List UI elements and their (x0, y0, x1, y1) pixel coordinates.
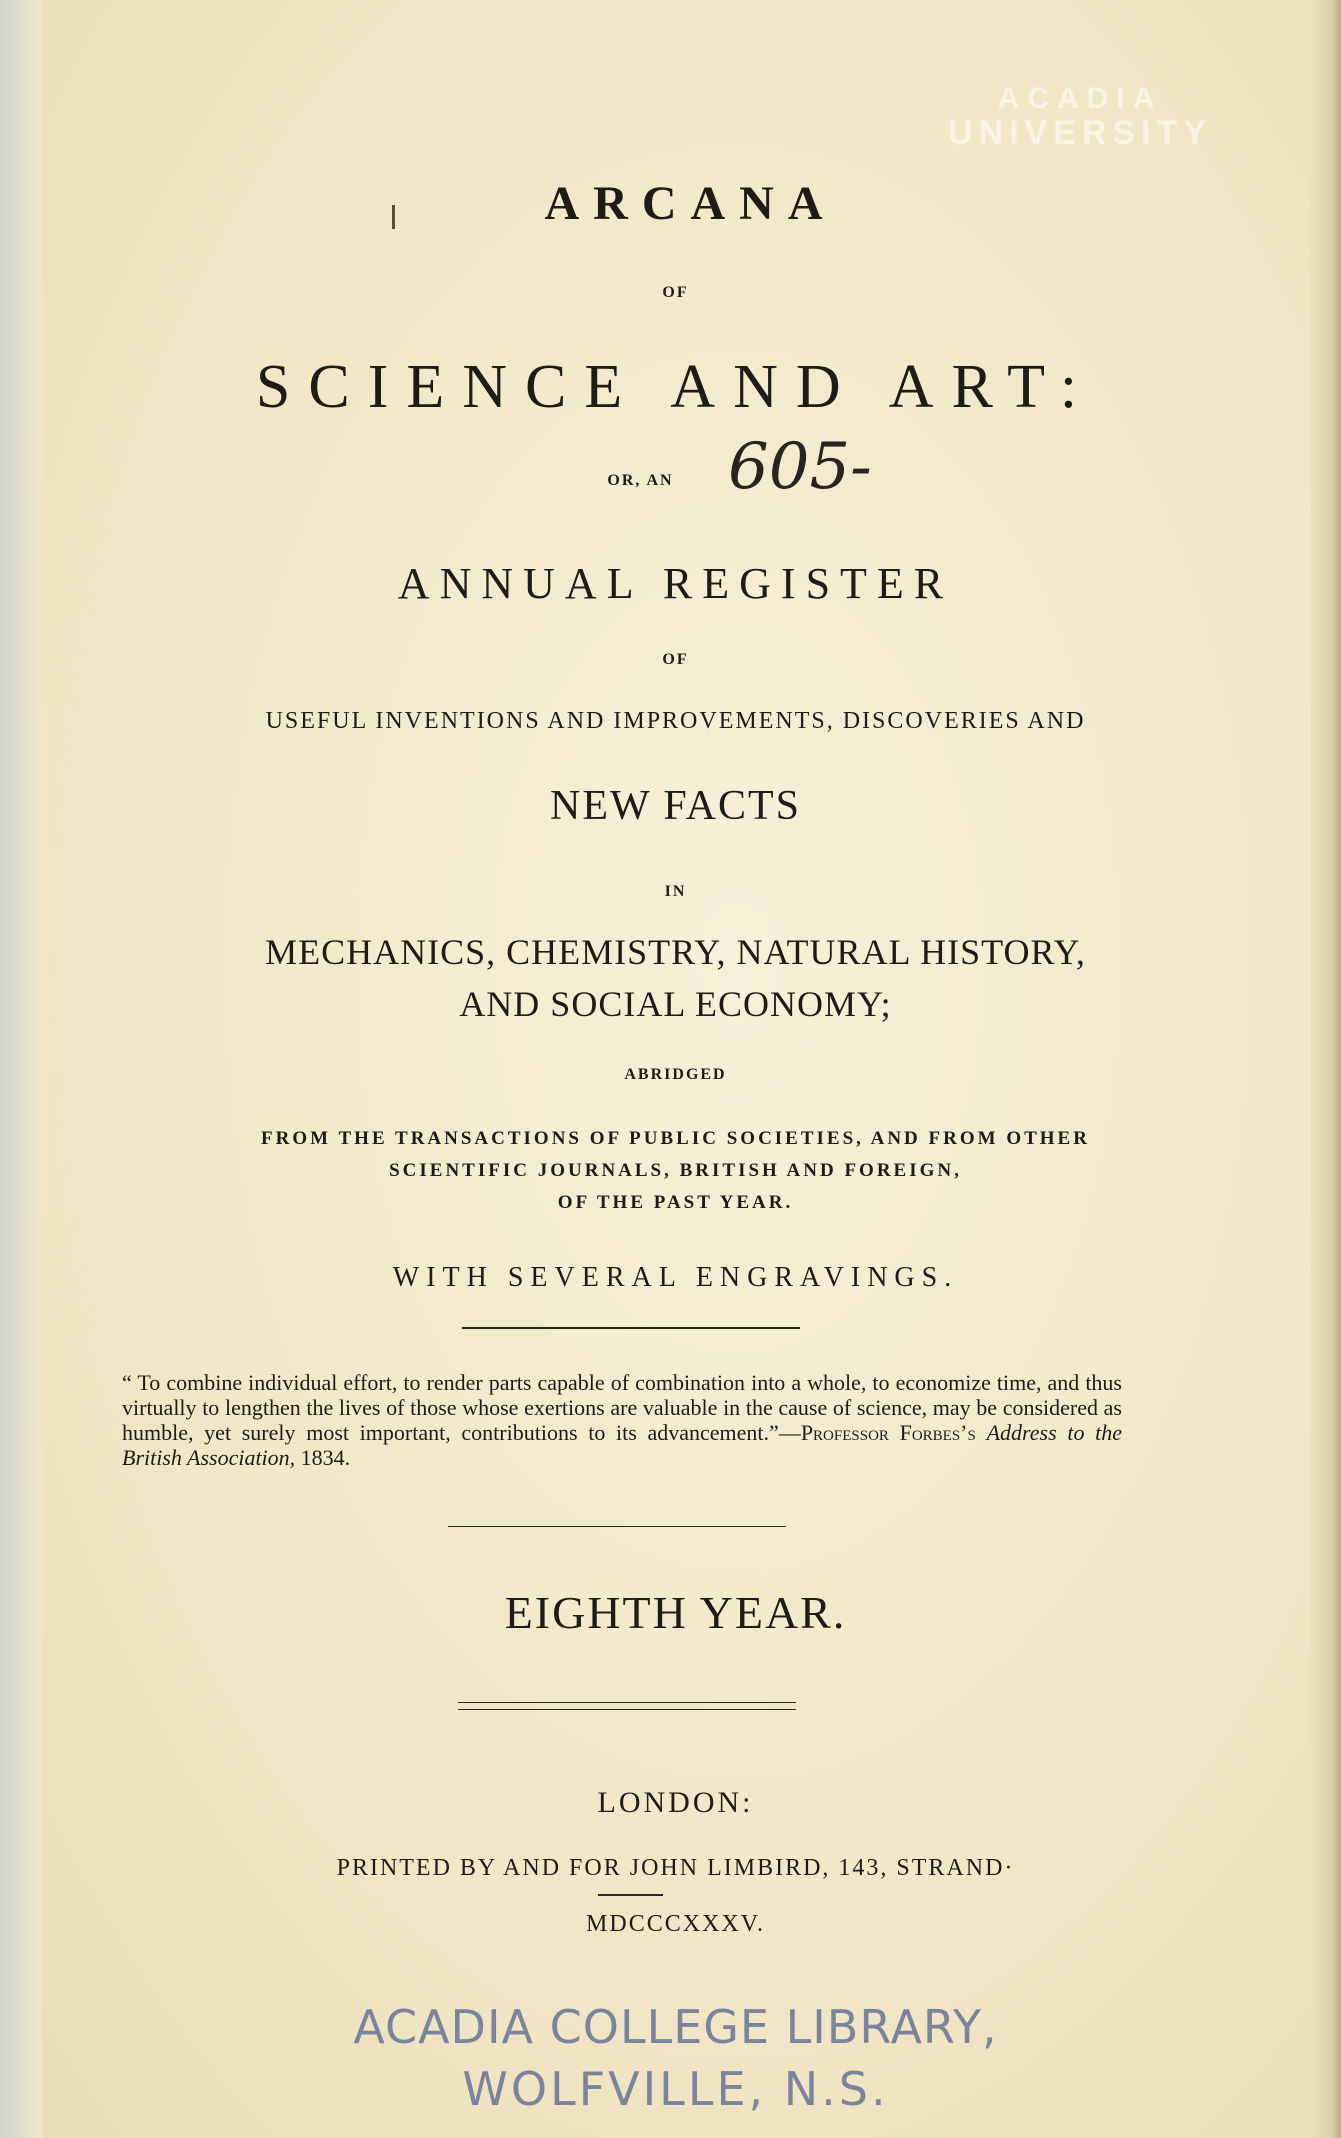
university-stamp (930, 82, 1230, 152)
handwritten-mark: 605- (728, 430, 872, 504)
sources-line-2: SCIENTIFIC JOURNALS, BRITISH AND FOREIGN, (389, 1160, 962, 1181)
fields-line-1: MECHANICS, CHEMISTRY, NATURAL HISTORY, (265, 932, 1086, 972)
useful-inventions-line: USEFUL INVENTIONS AND IMPROVEMENTS, DISCOVERIES AND (265, 708, 1086, 734)
date-rule (598, 1894, 663, 1896)
book-title: ARCANA (544, 177, 837, 230)
new-facts: NEW FACTS (550, 783, 801, 829)
abridged-label: ABRIDGED (624, 1066, 727, 1083)
divider-rule-2 (448, 1526, 786, 1527)
epigraph-year: 1834. (300, 1445, 351, 1470)
imprint-printer: PRINTED BY AND FOR JOHN LIMBIRD, 143, STRAND· (336, 1855, 1015, 1881)
fields-line-2: AND SOCIAL ECONOMY; (459, 984, 892, 1024)
epigraph-author: Professor Forbes’s (800, 1420, 976, 1445)
imprint-date: MDCCCXXXV. (586, 1911, 765, 1937)
library-stamp-line-1: ACADIA COLLEGE LIBRARY, (353, 2000, 998, 2054)
sources-line-3: OF THE PAST YEAR. (557, 1192, 794, 1213)
epigraph (122, 1370, 1122, 1470)
university-stamp-line1: ACADIA (997, 82, 1163, 115)
edition-label: EIGHTH YEAR. (504, 1587, 847, 1638)
connector-in: IN (664, 883, 687, 900)
register-title: ANNUAL REGISTER (397, 559, 954, 608)
double-rule-top (458, 1702, 796, 1703)
connector-of-2: OF (662, 651, 689, 668)
divider-rule-1 (462, 1327, 800, 1329)
epigraph-quote: “ To combine individual effort, to render parts capable of combination into a whole, to economize time, and thus virtually to lengthen the lives of those whose exertions are valuable in the cause of science, may be considered as humble, yet surely most important, contributions to its advancement.”— (122, 1370, 1122, 1445)
university-stamp-line2: UNIVERSITY (947, 114, 1213, 152)
sources-line-1: FROM THE TRANSACTIONS OF PUBLIC SOCIETIES, AND FROM OTHER (261, 1128, 1090, 1149)
imprint-place: LONDON: (597, 1786, 754, 1819)
connector-of: OF (662, 284, 689, 301)
engravings-line: WITH SEVERAL ENGRAVINGS. (392, 1262, 959, 1293)
epigraph-source: Address to the British Association, (122, 1420, 1123, 1470)
subtitle-main: SCIENCE AND ART: (255, 353, 1096, 421)
connector-or-an: OR, AN (607, 472, 674, 489)
library-stamp-line-2: WOLFVILLE, N.S. (462, 2062, 889, 2116)
double-rule-bottom (458, 1709, 796, 1710)
